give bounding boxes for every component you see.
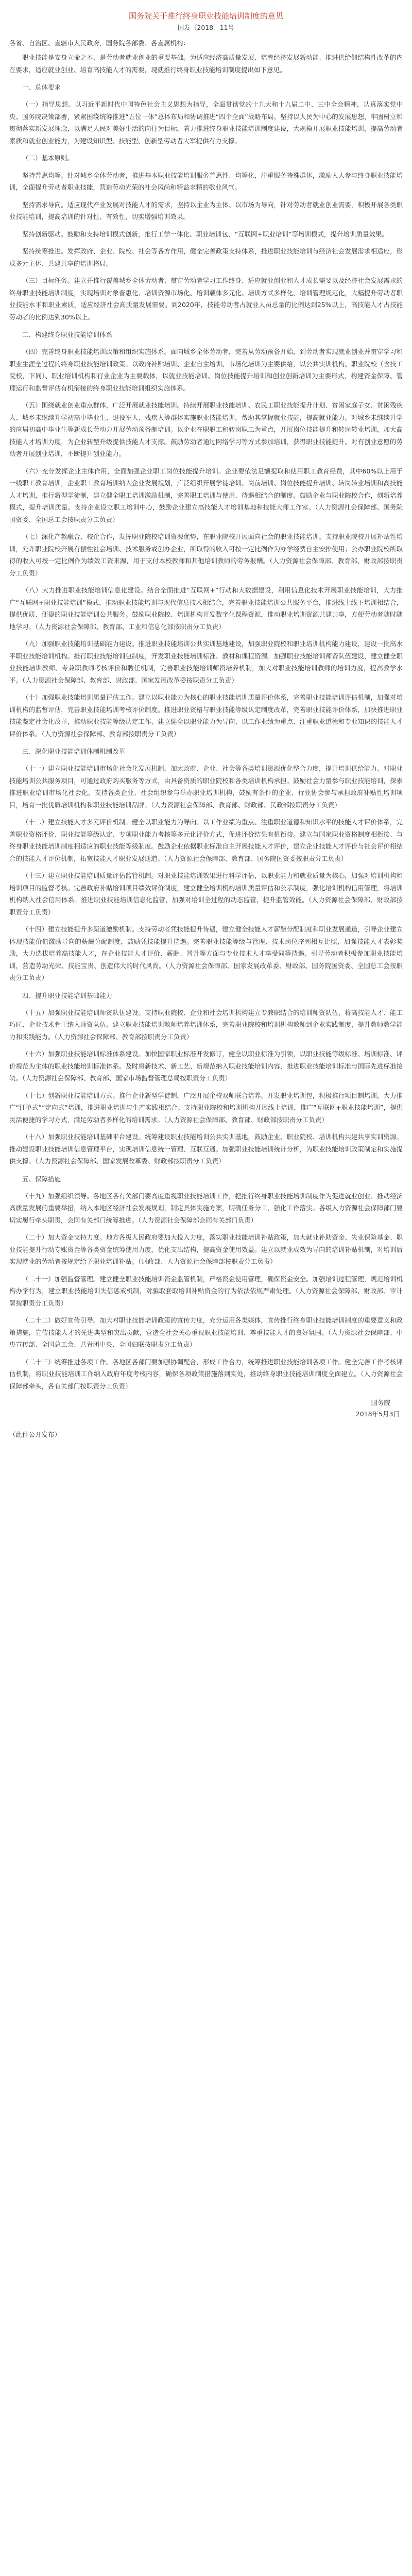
document-title: 国务院关于推行终身职业技能培训制度的意见: [128, 11, 283, 21]
body-paragraph: （十八）加强职业技能培训基础平台建设。统筹建设职业技能培训公共实训基地，鼓励企业、职业院校、培训机构共建共享实训资源。推动建设职业技能培训信息管理平台，实现培训信息统一管理、互联互通。加强职业技能培训统计分析，为职业技能培训政策制定和实施提供支撑。（人力资源社会保障部、国家发展改革委、财政部按职责分工负责）: [9, 1133, 403, 1165]
section-heading: 五、保障措施: [22, 1175, 61, 1183]
body-paragraph: （一）指导思想。以习近平新时代中国特色社会主义思想为指导，全面贯彻党的十九大和十九届二中、三中全会精神，认真落实党中央、国务院决策部署，紧紧围绕统筹推进“五位一体”总体布局和协调推进“四个全面”战略布局，坚持以人民为中心的发展思想，牢固树立和贯彻落实新发展理念，以满足人民对美好生活的向往为目标，着力推进终身职业技能培训制度建设，大规模开展职业技能培训，提高劳动者素质和就业创业能力，为建设知识型、技能型、创新型劳动者大军提供有力支撑。: [9, 100, 403, 145]
body-paragraph: （二）基本原则。: [22, 154, 74, 162]
body-paragraph: （十一）建立职业技能培训市场化社会化发展机制。加大政府、企业、社会等各类培训资源优化整合力度，提升培训供给能力。对职业技能培训公共服务项目，可通过政府购买服务等方式，由具备资质的职业院校和各类培训机构承担。鼓励社会力量参与职业技能培训，探索推进职业培训市场化社会化，支持各类企业、社会组织参与举办职业培训机构，鼓励有条件的企业、行业协会参与承担政府补贴性培训项目，培育一批优质培训机构和职业技能培训品牌。（人力资源社会保障部、教育部、财政部、民政部按职责分工负责）: [9, 765, 403, 809]
body-paragraph: 坚持统筹推进。发挥政府、企业、院校、社会等各方作用，健全完善政策支持体系，推进职业技能培训与经济社会发展需求相适应，形成多元主体、共建共享的培训格局。: [9, 247, 403, 267]
body-paragraph: （二十一）加强监督管理。建立健全职业技能培训资金监管机制，严格资金使用管理，确保资金安全。加强培训过程管理，规范培训机构办学行为，建立职业技能培训失信惩戒机制，对骗取套取培训补贴资金的行为依法依规严肃处理。（人力资源社会保障部、财政部、审计署按职责分工负责）: [9, 1275, 403, 1307]
body-paragraph: （五）围绕就业创业重点群体，广泛开展就业技能培训。持续开展职业技能培训、农民工职业技能提升计划、贫困家庭子女、贫困残疾人、城乡未继续升学初高中毕业生、退役军人、残疾人等群体实施职业技能培训，帮助其掌握就业技能，提高就业能力。对城乡未继续升学的应届初高中毕业生等新成长劳动力开展劳动预备制培训。以企业在职职工和转岗职工为重点，开展岗位技能提升和转岗转业培训，加大高技能人才培训力度，为企业转型升级提供技能人才支撑。鼓励劳动者通过网络学习等方式参加培训，获得职业技能提升。对有创业意愿的劳动者开展创业培训，不断提升创业能力。: [9, 401, 403, 457]
body-paragraph: 坚持普惠均等。针对城乡全体劳动者，推进基本职业技能培训服务普惠性、均等化，注重服务特殊群体，激励人人参与终身职业技能培训，全面提升劳动者职业技能，营造劳动光荣的社会风尚和精益求精的敬业风气。: [9, 171, 403, 191]
body-paragraph: （十三）建立职业技能培训质量评估监管机制。对职业技能培训效果进行科学评估，以职业能力和就业质量为核心，加强对培训机构和培训项目的监督考核。完善政府补贴培训项目绩效评价制度，建立健全培训机构培训质量评估和公示制度，强化培训机构信用管理，将培训机构纳入社会信用体系。推进职业技能培训信息化监管，加强对培训全过程的动态监管，提升监管效能。（人力资源社会保障部、财政部按职责分工负责）: [9, 872, 403, 916]
section-heading: 四、提升职业技能培训基础能力: [22, 991, 113, 999]
body-paragraph: 坚持创新驱动。鼓励和支持培训模式创新，推行工学一体化、职业培训包、“互联网+职业培训”等培训模式，提升培训质量效果。: [22, 230, 388, 238]
body-paragraph: （十六）加强职业技能培训标准体系建设。加快国家职业标准开发修订，健全以职业标准为引领，以职业技能等级标准、培训标准、评价规范为主体的职业技能培训标准体系。及时将新技术、新工艺、新规范纳入职业技能培训内容，推进职业技能培训标准与国际先进标准接轨。（人力资源社会保障部、教育部、国家市场监督管理总局按职责分工负责）: [9, 1050, 403, 1082]
body-paragraph: （九）加强职业技能培训基础能力建设。推进职业技能培训公共实训基地建设，加强职业院校和职业培训机构能力建设，建设一批高水平职业技能培训机构。推行职业技能培训包制度，开发职业技能培训标准、教材和课程资源。加强职业技能培训师资队伍建设，建立健全职业技能培训教师、专兼职教师考核评价和聘任机制，完善职业技能培训师资培养机制，加大对职业技能培训教师的培训力度，提高教学水平。（人力资源社会保障部、教育部、财政部、国家发展改革委按职责分工负责）: [9, 640, 403, 684]
body-paragraph: （二十三）统筹推进各项工作。各地区各部门要加强协调配合，形成工作合力，统筹推进职业技能培训各项工作。健全完善工作考核评估机制，将职业技能培训工作纳入政府年度考核内容，确保各项政策措施落到实处，推动终身职业技能培训制度全面建立。（人力资源社会保障部牵头，各有关部门按职责分工负责）: [9, 1358, 403, 1390]
section-heading: 三、深化职业技能培训体制机制改革: [22, 748, 126, 755]
document-number: 国发〔2018〕11号: [177, 24, 235, 31]
body-paragraph: （十七）创新职业技能培训方式。推行企业新型学徒制，广泛开展企校双师联合培养。开发职业培训包，积极推行项目制培训，大力推广“订单式”“定向式”培训，推进职业培训与生产实践相结合。支持职业院校和培训机构开展线上培训，推广“互联网+职业技能培训”，提供灵活便捷的学习方式，满足劳动者多样化的培训需求。（人力资源社会保障部、教育部、财政部按职责分工负责）: [9, 1091, 403, 1124]
section-heading: 二、构建终身职业技能培训体系: [22, 331, 113, 338]
body-paragraph: （二十二）做好宣传引导。加大对职业技能培训政策的宣传力度，充分运用各类媒体，宣传推行终身职业技能培训制度的重要意义和政策措施，宣传技能人才的先进典型和突出贡献，营造全社会关心重视职业技能培训、尊重技能人才的良好氛围。（人力资源社会保障部、中央宣传部、全国总工会、共青团中央、全国妇联按职责分工负责）: [9, 1316, 403, 1348]
body-paragraph: （三）目标任务。建立并推行覆盖城乡全体劳动者、贯穿劳动者学习工作终身、适应就业创业和人才成长需要以及经济社会发展需求的终身职业技能培训制度，实现培训对象普惠化、培训资源市场化、培训载体多元化、培训方式多样化、培训管理规范化，大幅提升劳动者职业技能水平和职业素质，适应经济社会高质量发展需要。到2020年，技能劳动者占就业人员总量的比例达到25%以上，高技能人才占技能劳动者的比例达到30%以上。: [9, 277, 403, 321]
body-paragraph: 职业技能是安身立命之本，是劳动者就业创业的重要基础。为适应经济高质量发展、培育经济发展新动能、推进供给侧结构性改革的内在要求，适应就业创业、培育高技能人才的需要，现就推行终身职业技能培训制度提出如下意见。: [9, 54, 403, 74]
body-paragraph: （十）加强职业技能培训质量评估工作。建立以职业能力为核心的职业技能培训质量评价体系，完善职业技能培训评估机制，加强对培训机构的监督评估，完善职业技能培训考核评价制度。推进职业资格与职业技能等级认定制度改革，完善职业技能评价体系，加快推进职业技能鉴定社会化改革，推动职业技能等级认定工作，建立健全以职业能力为导向、以工作业绩为重点、注重职业道德和专业知识的技能人才评价体系。（人力资源社会保障部、教育部按职责分工负责）: [9, 693, 403, 738]
addressee-line: 各省、自治区、直辖市人民政府，国务院各部委、各直属机构：: [9, 39, 190, 47]
body-paragraph: （二十）加大资金支持力度。地方各级人民政府要加大投入力度，落实职业技能培训补贴政策，加大就业补助资金、失业保险基金、职业技能提升行动专账资金等各类资金统筹使用力度，优化支出结构，提高资金使用效益。建立以就业成效为导向的培训补贴机制，对培训后实现就业的劳动者按规定给予职业培训补贴。（财政部、人力资源社会保障部按职责分工负责）: [9, 1233, 403, 1265]
body-paragraph: （十九）加强组织领导。各地区各有关部门要高度重视职业技能培训工作，把推行终身职业技能培训制度作为促进就业创业、推动经济高质量发展的重要举措，纳入本地区经济社会发展规划，制定具体实施方案，明确任务分工，强化工作落实。各级人力资源社会保障部门要切实履行牵头职责，会同有关部门统筹推进。（人力资源社会保障部会同有关部门负责）: [9, 1192, 403, 1224]
body-paragraph: （六）充分发挥企业主体作用，全面加强企业职工岗位技能提升培训。企业要依法足额提取和使用职工教育经费，其中60%以上用于一线职工教育培训，企业职工教育培训纳入企业发展规划，广泛组织开展学徒培训、岗前培训、岗位技能提升培训、转岗转业培训和高技能人才培训，推行新型学徒制，建立健全职工培训激励机制，完善职工培训与使用、待遇相结合的制度。鼓励企业与职业院校合作，创新培养模式，提升培训质量。支持企业设立职工培训中心，鼓励企业建立高技能人才培训基地和技能大师工作室。（人力资源社会保障部、国务院国资委、全国总工会按职责分工负责）: [9, 467, 403, 523]
body-paragraph: （八）大力推进职业技能培训信息化建设。结合全面推进“互联网+”行动和大数据建设，利用信息化技术开展职业技能培训，大力推广“互联网+职业技能培训”模式，推动职业技能培训与现代信息技术相结合，完善职业技能培训公共服务平台，推进线上线下培训相结合，提供优质、便捷的职业技能培训公共服务。鼓励职业院校、培训机构开发数字化课程资源，推动职业培训资源共建共享，方便劳动者随时随地学习。（人力资源社会保障部、教育部、工业和信息化部按职责分工负责）: [9, 586, 403, 631]
body-paragraph: （四）完善终身职业技能培训政策和组织实施体系。面向城乡全体劳动者，完善从劳动预备开始，到劳动者实现就业创业并贯穿学习和职业生涯全过程的终身职业技能培训政策。以政府补贴培训、企业自主培训、市场化培训为主要供给，以公共实训机构、职业院校（含技工院校，下同）、职业培训机构和行业企业为主要载体，以就业技能培训、岗位技能提升培训和创业创新培训为主要形式，构建资金保障、管理运行和监督评估有机衔接的终身职业技能培训组织实施体系。: [9, 348, 403, 392]
body-paragraph: （七）深化产教融合、校企合作，发挥职业院校培训资源优势，在职业院校开展面向社会的职业技能培训。支持职业院校开展补贴性培训，允许职业院校开展有偿性社会培训、技术服务或创办企业，所取得的收入可按一定比例作为办学经费自主安排使用；公办职业院校所取得的收入可按一定比例作为绩效工资来源，用于支付本校教师和其他培训教师的劳务报酬。（人力资源社会保障部、教育部、财政部按职责分工负责）: [9, 533, 403, 577]
issue-date: 2018年5月3日: [355, 1410, 400, 1418]
section-heading: 一、总体要求: [22, 83, 61, 91]
publication-note: （此件公开发布）: [9, 1431, 61, 1438]
body-paragraph: （十二）建立技能人才多元评价机制。健全以职业能力为导向、以工作业绩为重点、注重职业道德和知识水平的技能人才评价体系，完善职业资格评价、职业技能等级认定、专项职业能力考核等多元化评价方式，促进评价结果有机衔接。建立与国家职业资格制度相衔接、与终身职业技能培训制度相适应的职业技能等级制度。鼓励企业依据职业标准自主开展技能人才评价，建立企业技能人才评价与社会评价相结合的技能人才评价机制，拓宽技能人才职业发展通道。（人力资源社会保障部、教育部、国务院国资委按职责分工负责）: [9, 818, 403, 862]
body-paragraph: 坚持需求导向。适应现代产业发展对技能人才的需求，坚持以企业为主体、以市场为导向，针对劳动者就业创业需要，积极开展各类职业技能培训，提高培训的针对性、有效性，切实增强培训效果。: [9, 200, 403, 221]
body-paragraph: （十四）建立技能提升多渠道激励机制。支持劳动者凭技能提升待遇，建立健全技能人才薪酬分配制度和职业发展通道，引导企业建立体现技能价值激励导向的薪酬分配制度，鼓励凭技能提升待遇。完善职业技能等级与管理、技术岗位序列相互比照，加强技能人才表彰奖励，大力选拔培养高技能人才，在企业技能人才评价、薪酬、晋升等方面与专业技术人才享受同等待遇。引导劳动者积极参加职业技能培训，营造劳动光荣、技能宝贵、创造伟大的时代风尚。（人力资源社会保障部、国家发展改革委、财政部、国务院国资委、全国总工会按职责分工负责）: [9, 925, 403, 981]
document-body: [9, 52, 403, 1392]
body-paragraph: （十五）加强职业技能培训师资队伍建设。支持职业院校、企业和社会培训机构建立专兼职结合的培训师资队伍，将高技能人才、能工巧匠、企业技术骨干纳入师资队伍。建立职业技能培训教师培养培训体系，完善职业院校和培训机构教师到企业实践制度，提升教师教学能力和实践能力。（人力资源社会保障部、教育部按职责分工负责）: [9, 1008, 403, 1041]
issuer-signature: 国务院: [371, 1399, 390, 1406]
